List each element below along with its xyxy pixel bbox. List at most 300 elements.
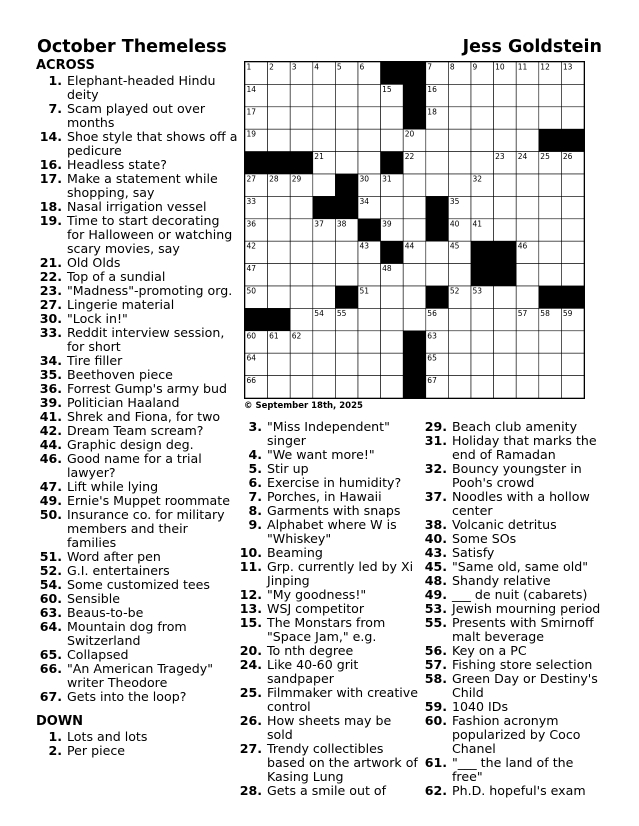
clue-number: 50. bbox=[39, 507, 62, 522]
clue-item bbox=[236, 476, 418, 490]
grid-cell[interactable] bbox=[448, 308, 471, 330]
cell-number: 33 bbox=[246, 196, 257, 206]
cell-number: 34 bbox=[359, 196, 370, 206]
clue-text: Time to start decorating for Halloween or watching scary movies, say bbox=[67, 213, 233, 256]
grid-cell[interactable] bbox=[358, 129, 381, 151]
grid-cell[interactable] bbox=[448, 353, 471, 375]
grid-cell[interactable] bbox=[335, 129, 358, 151]
clue-number: 36. bbox=[39, 381, 62, 396]
grid-cell[interactable] bbox=[268, 286, 291, 308]
clue-text: Trendy collectibles based on the artwork of Kasing Lung bbox=[267, 741, 418, 784]
grid-cell[interactable] bbox=[268, 129, 291, 151]
grid-cell[interactable] bbox=[448, 152, 471, 174]
grid-cell[interactable] bbox=[561, 107, 584, 129]
grid-cell[interactable] bbox=[381, 353, 404, 375]
down-clues-column-middle bbox=[236, 420, 418, 798]
grid-cell[interactable] bbox=[268, 264, 291, 286]
grid-cell[interactable] bbox=[448, 129, 471, 151]
grid-cell[interactable] bbox=[358, 353, 381, 375]
clue-number: 2. bbox=[48, 743, 62, 758]
clue-number: 8. bbox=[248, 503, 262, 518]
clue-number: 56. bbox=[424, 643, 447, 658]
grid-block bbox=[381, 62, 404, 84]
grid-cell[interactable] bbox=[268, 376, 291, 398]
grid-cell[interactable] bbox=[313, 331, 336, 353]
grid-cell[interactable] bbox=[471, 353, 494, 375]
cell-number: 9 bbox=[472, 62, 478, 72]
clue-item bbox=[36, 730, 238, 744]
grid-cell[interactable] bbox=[358, 264, 381, 286]
clue-number: 28. bbox=[239, 783, 262, 798]
cell-number: 49 bbox=[495, 264, 505, 274]
clue-text: Good name for a trial lawyer? bbox=[67, 451, 202, 480]
grid-cell[interactable] bbox=[313, 286, 336, 308]
clue-item bbox=[36, 102, 238, 130]
clue-item bbox=[36, 382, 238, 396]
cell-number: 17 bbox=[246, 107, 257, 117]
clue-text: Headless state? bbox=[67, 157, 167, 172]
cell-number: 44 bbox=[404, 241, 415, 251]
cell-number: 36 bbox=[246, 219, 257, 229]
grid-cell[interactable] bbox=[426, 152, 449, 174]
grid-cell[interactable] bbox=[561, 196, 584, 218]
clue-text: Bouncy youngster in Pooh's crowd bbox=[452, 461, 582, 490]
grid-block bbox=[403, 376, 426, 398]
grid-cell[interactable] bbox=[561, 219, 584, 241]
clue-item bbox=[421, 546, 607, 560]
clue-item bbox=[236, 546, 418, 560]
clue-item bbox=[36, 690, 238, 704]
grid-cell[interactable] bbox=[290, 219, 313, 241]
grid-cell[interactable] bbox=[381, 196, 404, 218]
clue-item bbox=[421, 462, 607, 490]
cell-number: 61 bbox=[269, 331, 279, 341]
clue-number: 61. bbox=[424, 755, 447, 770]
grid-cell[interactable] bbox=[494, 286, 517, 308]
grid-cell[interactable] bbox=[516, 174, 539, 196]
grid-cell[interactable] bbox=[561, 353, 584, 375]
grid-cell[interactable] bbox=[335, 353, 358, 375]
clue-text: Reddit interview session, for short bbox=[67, 325, 225, 354]
crossword-grid-svg[interactable] bbox=[245, 62, 584, 398]
down-clue-list-b bbox=[236, 420, 418, 798]
grid-cell[interactable] bbox=[426, 174, 449, 196]
clue-number: 12. bbox=[239, 587, 262, 602]
clue-item bbox=[236, 462, 418, 476]
clue-text: Collapsed bbox=[67, 647, 129, 662]
clue-item bbox=[36, 298, 238, 312]
cell-number: 27 bbox=[246, 174, 257, 184]
clue-item bbox=[36, 592, 238, 606]
clue-number: 32. bbox=[424, 461, 447, 476]
grid-cell[interactable] bbox=[516, 196, 539, 218]
clue-number: 42. bbox=[39, 423, 62, 438]
clue-item bbox=[421, 672, 607, 700]
grid-cell[interactable] bbox=[335, 241, 358, 263]
clue-item bbox=[421, 518, 607, 532]
clue-text: Lingerie material bbox=[67, 297, 175, 312]
clue-text: Tire filler bbox=[67, 353, 123, 368]
grid-cell[interactable] bbox=[290, 84, 313, 106]
grid-cell[interactable] bbox=[381, 129, 404, 151]
clue-item bbox=[36, 368, 238, 382]
grid-cell[interactable] bbox=[403, 286, 426, 308]
grid-cell[interactable] bbox=[290, 196, 313, 218]
cell-number: 19 bbox=[246, 129, 257, 139]
cell-number: 24 bbox=[517, 152, 528, 162]
clue-number: 29. bbox=[424, 419, 447, 434]
clue-item bbox=[421, 574, 607, 588]
clue-number: 57. bbox=[424, 657, 447, 672]
clue-text: Porches, in Hawaii bbox=[267, 489, 382, 504]
clue-text: Elephant-headed Hindu deity bbox=[67, 73, 216, 102]
grid-cell[interactable] bbox=[335, 376, 358, 398]
grid-cell[interactable] bbox=[494, 129, 517, 151]
clue-number: 66. bbox=[39, 661, 62, 676]
cell-number: 13 bbox=[562, 62, 573, 72]
clue-text: "Lock in!" bbox=[67, 311, 128, 326]
grid-cell[interactable] bbox=[539, 84, 562, 106]
clue-number: 41. bbox=[39, 409, 62, 424]
grid-cell[interactable] bbox=[358, 84, 381, 106]
clue-item bbox=[236, 658, 418, 686]
grid-cell[interactable] bbox=[313, 376, 336, 398]
grid-block bbox=[561, 129, 584, 151]
grid-cell[interactable] bbox=[539, 219, 562, 241]
clue-text: "My goodness!" bbox=[267, 587, 367, 602]
cell-number: 48 bbox=[382, 264, 392, 274]
clue-number: 45. bbox=[424, 559, 447, 574]
grid-cell[interactable] bbox=[313, 241, 336, 263]
cell-number: 57 bbox=[517, 308, 528, 318]
grid-block bbox=[358, 219, 381, 241]
grid-cell[interactable] bbox=[268, 107, 291, 129]
cell-number: 16 bbox=[427, 84, 437, 94]
grid-cell[interactable] bbox=[335, 107, 358, 129]
grid-cell[interactable] bbox=[290, 376, 313, 398]
clue-number: 3. bbox=[248, 419, 262, 434]
cell-number: 51 bbox=[359, 286, 370, 296]
clue-text: Old Olds bbox=[67, 255, 121, 270]
down-clue-list-a bbox=[36, 730, 238, 758]
grid-cell[interactable] bbox=[381, 308, 404, 330]
clue-number: 47. bbox=[39, 479, 62, 494]
clue-text: "An American Tragedy" writer Theodore bbox=[67, 661, 214, 690]
grid-cell[interactable] bbox=[516, 286, 539, 308]
clue-text: Shandy relative bbox=[452, 573, 551, 588]
clue-text: "___ the land of the free" bbox=[452, 755, 574, 784]
grid-cell[interactable] bbox=[471, 107, 494, 129]
grid-cell[interactable] bbox=[290, 353, 313, 375]
clue-text: Lots and lots bbox=[67, 729, 148, 744]
grid-cell[interactable] bbox=[494, 331, 517, 353]
clue-item bbox=[36, 424, 238, 438]
grid-cell[interactable] bbox=[403, 264, 426, 286]
grid-cell[interactable] bbox=[471, 129, 494, 151]
clue-item bbox=[421, 434, 607, 462]
clue-text: Gets into the loop? bbox=[67, 689, 187, 704]
grid-block bbox=[426, 196, 449, 218]
grid-cell[interactable] bbox=[539, 241, 562, 263]
clue-text: Make a statement while shopping, say bbox=[67, 171, 218, 200]
grid-cell[interactable] bbox=[539, 331, 562, 353]
grid-cell[interactable] bbox=[335, 152, 358, 174]
grid-block bbox=[381, 152, 404, 174]
grid-cell[interactable] bbox=[494, 376, 517, 398]
clue-text: ___ de nuit (cabarets) bbox=[452, 587, 588, 602]
clue-number: 26. bbox=[239, 713, 262, 728]
grid-cell[interactable] bbox=[381, 107, 404, 129]
grid-cell[interactable] bbox=[268, 196, 291, 218]
clue-item bbox=[236, 448, 418, 462]
clue-number: 11. bbox=[239, 559, 262, 574]
clue-item bbox=[236, 504, 418, 518]
grid-block bbox=[471, 264, 494, 286]
grid-cell[interactable] bbox=[426, 264, 449, 286]
clue-item bbox=[36, 354, 238, 368]
grid-cell[interactable] bbox=[539, 376, 562, 398]
clue-number: 44. bbox=[39, 437, 62, 452]
crossword-grid[interactable] bbox=[244, 61, 585, 399]
clue-number: 19. bbox=[39, 213, 62, 228]
grid-cell[interactable] bbox=[448, 264, 471, 286]
clue-item bbox=[36, 578, 238, 592]
clue-number: 27. bbox=[39, 297, 62, 312]
clue-text: Stir up bbox=[267, 461, 309, 476]
clue-item bbox=[236, 588, 418, 602]
clue-text: Ernie's Muppet roommate bbox=[67, 493, 230, 508]
clue-item bbox=[36, 172, 238, 200]
cell-number: 25 bbox=[540, 152, 550, 162]
grid-cell[interactable] bbox=[448, 376, 471, 398]
grid-cell[interactable] bbox=[448, 84, 471, 106]
clue-number: 31. bbox=[424, 433, 447, 448]
grid-cell[interactable] bbox=[471, 196, 494, 218]
grid-cell[interactable] bbox=[448, 331, 471, 353]
clue-item bbox=[36, 200, 238, 214]
clue-text: Grp. currently led by Xi Jinping bbox=[267, 559, 414, 588]
clue-text: Exercise in humidity? bbox=[267, 475, 402, 490]
clue-number: 64. bbox=[39, 619, 62, 634]
clue-item bbox=[236, 490, 418, 504]
grid-cell[interactable] bbox=[561, 331, 584, 353]
grid-cell[interactable] bbox=[471, 84, 494, 106]
grid-cell[interactable] bbox=[561, 376, 584, 398]
grid-cell[interactable] bbox=[358, 376, 381, 398]
clue-item bbox=[421, 588, 607, 602]
clue-number: 6. bbox=[248, 475, 262, 490]
clue-number: 17. bbox=[39, 171, 62, 186]
clue-text: Shoe style that shows off a pedicure bbox=[67, 129, 238, 158]
grid-cell[interactable] bbox=[381, 286, 404, 308]
clue-number: 54. bbox=[39, 577, 62, 592]
clue-text: Word after pen bbox=[67, 549, 161, 564]
clue-text: To nth degree bbox=[267, 643, 354, 658]
grid-cell[interactable] bbox=[561, 264, 584, 286]
clue-item bbox=[236, 686, 418, 714]
clue-text: "Same old, same old" bbox=[452, 559, 589, 574]
grid-cell[interactable] bbox=[448, 174, 471, 196]
clue-number: 7. bbox=[48, 101, 62, 116]
cell-number: 55 bbox=[336, 308, 347, 318]
grid-cell[interactable] bbox=[516, 84, 539, 106]
clue-number: 25. bbox=[239, 685, 262, 700]
grid-cell[interactable] bbox=[471, 152, 494, 174]
grid-cell[interactable] bbox=[516, 353, 539, 375]
clue-text: The Monstars from "Space Jam," e.g. bbox=[267, 615, 386, 644]
clue-text: Satisfy bbox=[452, 545, 495, 560]
grid-cell[interactable] bbox=[290, 241, 313, 263]
grid-cell[interactable] bbox=[494, 174, 517, 196]
grid-cell[interactable] bbox=[290, 264, 313, 286]
grid-cell[interactable] bbox=[290, 286, 313, 308]
cell-number: 21 bbox=[314, 152, 324, 162]
grid-cell[interactable] bbox=[358, 152, 381, 174]
grid-cell[interactable] bbox=[539, 264, 562, 286]
clue-number: 40. bbox=[424, 531, 447, 546]
clue-text: Holiday that marks the end of Ramadan bbox=[452, 433, 597, 462]
grid-cell[interactable] bbox=[539, 353, 562, 375]
clue-item bbox=[36, 130, 238, 158]
cell-number: 47 bbox=[246, 264, 257, 274]
grid-cell[interactable] bbox=[539, 174, 562, 196]
grid-cell[interactable] bbox=[516, 107, 539, 129]
clue-number: 55. bbox=[424, 615, 447, 630]
grid-cell[interactable] bbox=[539, 196, 562, 218]
grid-cell[interactable] bbox=[335, 84, 358, 106]
grid-cell[interactable] bbox=[448, 107, 471, 129]
grid-cell[interactable] bbox=[403, 174, 426, 196]
clue-text: Some customized tees bbox=[67, 577, 210, 592]
clue-number: 60. bbox=[424, 713, 447, 728]
grid-cell[interactable] bbox=[494, 196, 517, 218]
clue-item bbox=[36, 270, 238, 284]
clue-text: Per piece bbox=[67, 743, 125, 758]
grid-cell[interactable] bbox=[516, 219, 539, 241]
grid-cell[interactable] bbox=[516, 264, 539, 286]
clue-number: 30. bbox=[39, 311, 62, 326]
cell-number: 11 bbox=[517, 62, 528, 72]
grid-cell[interactable] bbox=[313, 264, 336, 286]
grid-cell[interactable] bbox=[381, 331, 404, 353]
grid-cell[interactable] bbox=[516, 376, 539, 398]
clue-number: 58. bbox=[424, 671, 447, 686]
grid-cell[interactable] bbox=[290, 107, 313, 129]
puzzle-author: Jess Goldstein bbox=[462, 37, 602, 57]
grid-cell[interactable] bbox=[516, 129, 539, 151]
cell-number: 2 bbox=[269, 62, 274, 72]
grid-cell[interactable] bbox=[494, 353, 517, 375]
clue-number: 59. bbox=[424, 699, 447, 714]
grid-cell[interactable] bbox=[403, 196, 426, 218]
clue-number: 14. bbox=[39, 129, 62, 144]
grid-cell[interactable] bbox=[471, 376, 494, 398]
grid-cell[interactable] bbox=[516, 331, 539, 353]
cell-number: 50 bbox=[246, 286, 257, 296]
grid-cell[interactable] bbox=[561, 174, 584, 196]
grid-cell[interactable] bbox=[403, 219, 426, 241]
grid-cell[interactable] bbox=[313, 129, 336, 151]
clue-item bbox=[36, 256, 238, 270]
cell-number: 23 bbox=[495, 152, 505, 162]
clue-item bbox=[36, 438, 238, 452]
clue-item bbox=[421, 714, 607, 756]
grid-cell[interactable] bbox=[290, 308, 313, 330]
clue-item bbox=[236, 518, 418, 546]
clue-item bbox=[236, 784, 418, 798]
down-clues-column-right bbox=[421, 420, 607, 798]
clue-number: 60. bbox=[39, 591, 62, 606]
cell-number: 15 bbox=[382, 84, 392, 94]
cell-number: 22 bbox=[404, 152, 415, 162]
grid-cell[interactable] bbox=[403, 308, 426, 330]
clue-text: Garments with snaps bbox=[267, 503, 401, 518]
grid-cell[interactable] bbox=[426, 241, 449, 263]
clue-number: 16. bbox=[39, 157, 62, 172]
grid-cell[interactable] bbox=[358, 331, 381, 353]
grid-cell[interactable] bbox=[335, 264, 358, 286]
clue-number: 67. bbox=[39, 689, 62, 704]
cell-number: 41 bbox=[472, 219, 483, 229]
grid-block bbox=[539, 286, 562, 308]
cell-number: 31 bbox=[382, 174, 392, 184]
grid-cell[interactable] bbox=[290, 129, 313, 151]
grid-cell[interactable] bbox=[335, 331, 358, 353]
clue-item bbox=[36, 396, 238, 410]
grid-cell[interactable] bbox=[313, 353, 336, 375]
grid-cell[interactable] bbox=[561, 84, 584, 106]
clue-number: 18. bbox=[39, 199, 62, 214]
clue-number: 49. bbox=[424, 587, 447, 602]
grid-block bbox=[335, 196, 358, 218]
grid-cell[interactable] bbox=[471, 308, 494, 330]
grid-cell[interactable] bbox=[313, 84, 336, 106]
grid-cell[interactable] bbox=[561, 241, 584, 263]
grid-cell[interactable] bbox=[494, 308, 517, 330]
clue-text: Some SOs bbox=[452, 531, 517, 546]
cell-number: 40 bbox=[449, 219, 460, 229]
grid-cell[interactable] bbox=[313, 107, 336, 129]
down-heading: DOWN bbox=[36, 714, 84, 729]
clue-text: Shrek and Fiona, for two bbox=[67, 409, 221, 424]
clue-text: Beaming bbox=[267, 545, 323, 560]
grid-cell[interactable] bbox=[494, 84, 517, 106]
grid-cell[interactable] bbox=[539, 107, 562, 129]
grid-cell[interactable] bbox=[268, 241, 291, 263]
grid-cell[interactable] bbox=[471, 331, 494, 353]
clue-text: "We want more!" bbox=[267, 447, 375, 462]
grid-cell[interactable] bbox=[426, 129, 449, 151]
clue-item bbox=[421, 532, 607, 546]
grid-cell[interactable] bbox=[494, 107, 517, 129]
grid-block bbox=[403, 353, 426, 375]
grid-cell[interactable] bbox=[381, 376, 404, 398]
grid-cell[interactable] bbox=[268, 84, 291, 106]
grid-cell[interactable] bbox=[358, 107, 381, 129]
grid-block bbox=[268, 308, 291, 330]
cell-number: 60 bbox=[246, 331, 257, 341]
grid-cell[interactable] bbox=[358, 308, 381, 330]
cell-number: 32 bbox=[472, 174, 483, 184]
grid-cell[interactable] bbox=[313, 174, 336, 196]
grid-cell[interactable] bbox=[268, 219, 291, 241]
grid-block bbox=[426, 219, 449, 241]
grid-cell[interactable] bbox=[268, 353, 291, 375]
clue-item bbox=[236, 742, 418, 784]
clue-text: Dream Team scream? bbox=[67, 423, 204, 438]
clue-number: 13. bbox=[239, 601, 262, 616]
grid-cell[interactable] bbox=[494, 219, 517, 241]
